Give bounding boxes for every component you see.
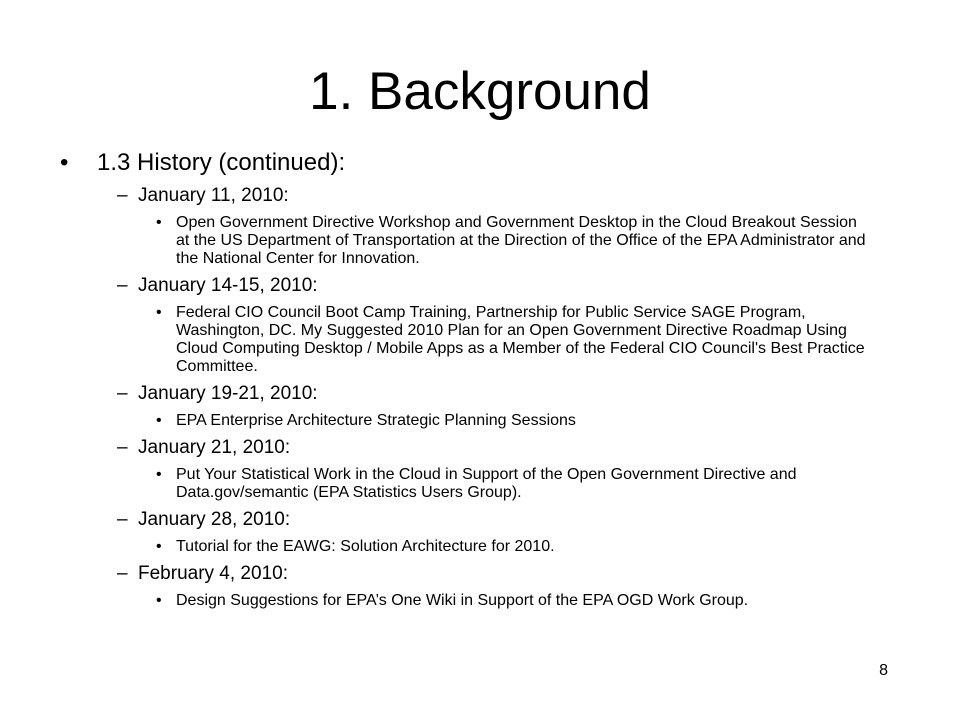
history-entry — [60, 183, 920, 268]
entry-detail — [156, 214, 920, 268]
entry-date — [117, 183, 920, 208]
slide-content — [60, 148, 920, 610]
entry-detail — [156, 304, 920, 376]
entry-detail — [156, 592, 920, 610]
entry-detail — [156, 466, 920, 502]
dash-icon: – — [117, 437, 128, 458]
dash-icon: – — [117, 563, 128, 584]
entry-date-text: January 11, 2010: — [138, 185, 289, 206]
bullet-icon: • — [156, 214, 162, 231]
entry-detail-text: EPA Enterprise Architecture Strategic Planning Sessions — [176, 412, 576, 429]
bullet-icon: • — [156, 304, 162, 321]
bullet-icon: • — [156, 592, 162, 609]
dash-icon: – — [117, 275, 128, 296]
slide-title: 1. Background — [309, 62, 651, 121]
entry-detail-text: Federal CIO Council Boot Camp Training, Partnership for Public Service SAGE Program, Washington, DC. My Suggested 2010 Plan for an Open Government Directive Roadmap Using Cloud Computing Desktop / Mobile Apps as a Member of the Federal CIO Council's Best Practice Committee. — [176, 304, 865, 375]
history-entry — [60, 507, 920, 556]
entry-detail — [156, 412, 920, 430]
entry-date-text: January 21, 2010: — [138, 437, 291, 458]
history-entry — [60, 561, 920, 610]
history-entry — [60, 381, 920, 430]
entry-date-text: January 19-21, 2010: — [138, 383, 318, 404]
entry-detail-text: Design Suggestions for EPA’s One Wiki in Support of the EPA OGD Work Group. — [176, 592, 749, 609]
history-heading — [60, 148, 920, 178]
entry-detail-text: Put Your Statistical Work in the Cloud in Support of the Open Government Directive and Data.gov/semantic (EPA Statistics Users Group). — [176, 466, 797, 501]
entry-date — [117, 507, 920, 532]
entry-date-text: January 14-15, 2010: — [138, 275, 318, 296]
entry-detail-text: Tutorial for the EAWG: Solution Architecture for 2010. — [176, 538, 555, 555]
bullet-icon: • — [156, 538, 162, 555]
entry-date-text: January 28, 2010: — [138, 509, 291, 530]
entry-date — [117, 561, 920, 586]
page-number: 8 — [879, 662, 888, 679]
bullet-icon: • — [156, 466, 162, 483]
dash-icon: – — [117, 185, 128, 206]
dash-icon: – — [117, 383, 128, 404]
dash-icon: – — [117, 509, 128, 530]
entry-detail-text: Open Government Directive Workshop and Government Desktop in the Cloud Breakout Session at the US Department of Transportation at the Direction of the Office of the EPA Administrator and the National Center for Innovation. — [176, 214, 866, 267]
entry-detail — [156, 538, 920, 556]
history-entry — [60, 435, 920, 502]
history-heading-text: 1.3 History (continued): — [97, 149, 346, 176]
bullet-icon: • — [156, 412, 162, 429]
entry-date-text: February 4, 2010: — [138, 563, 288, 584]
history-entry — [60, 273, 920, 376]
entry-date — [117, 435, 920, 460]
entry-date — [117, 273, 920, 298]
entry-date — [117, 381, 920, 406]
bullet-icon: • — [60, 149, 69, 176]
